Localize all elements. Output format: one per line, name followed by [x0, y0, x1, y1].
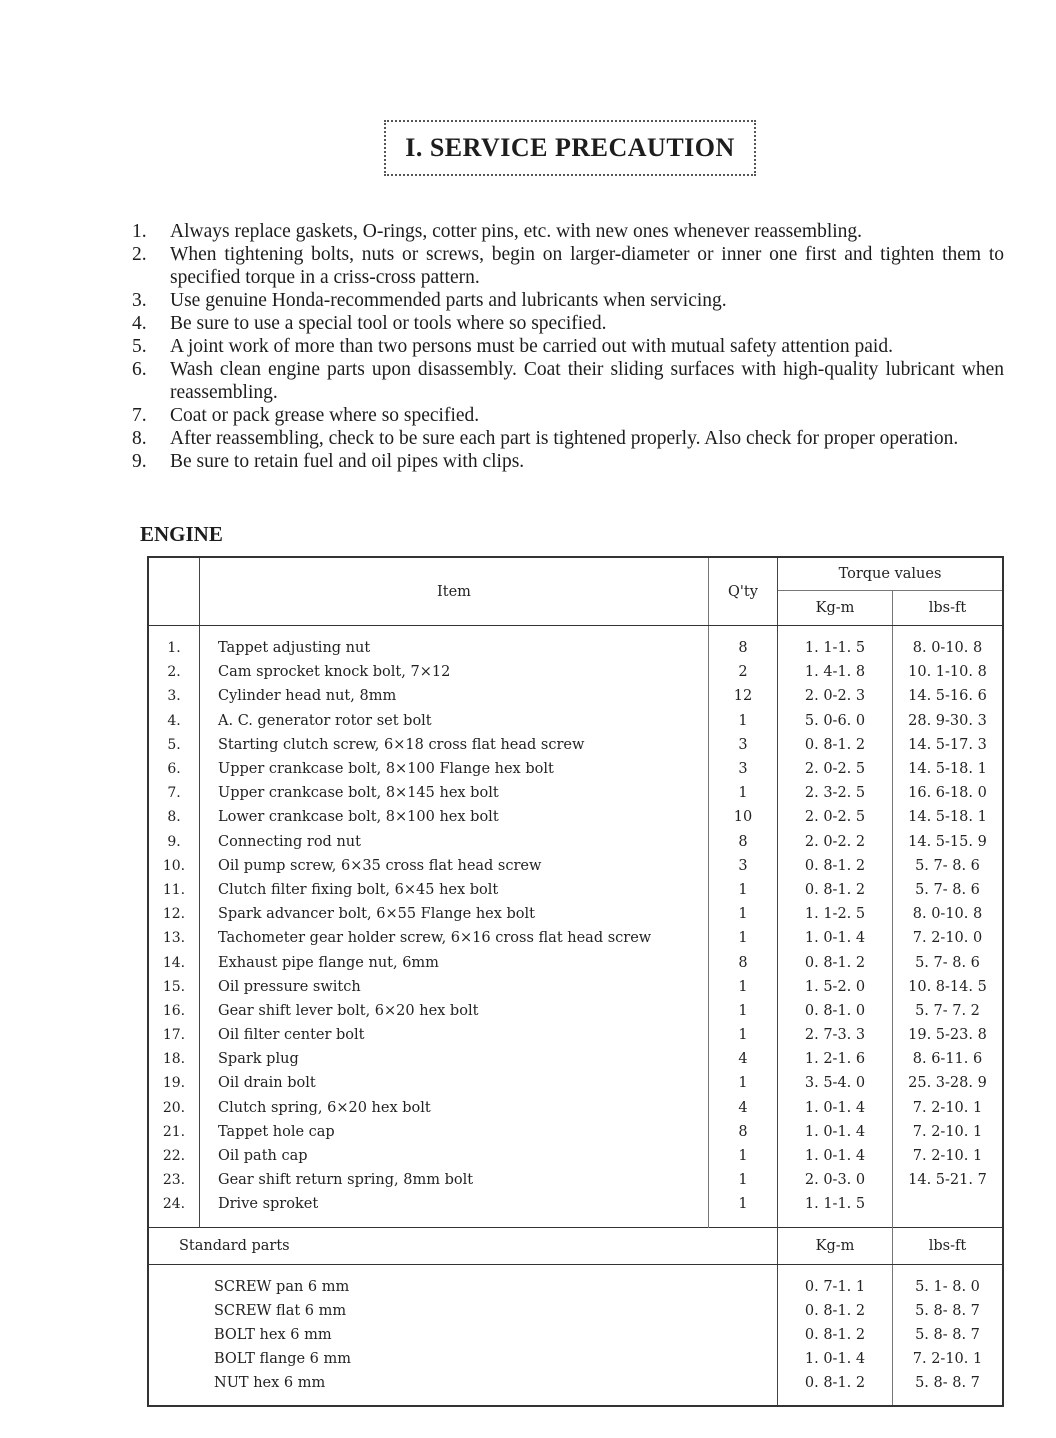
row-qty: 1 — [709, 999, 778, 1023]
row-kgm: 1. 1-1. 5 — [778, 1192, 893, 1216]
row-item: Gear shift lever bolt, 6×20 hex bolt — [200, 999, 709, 1023]
row-qty: 3 — [709, 733, 778, 757]
row-qty: 4 — [709, 1047, 778, 1071]
row-kgm: 0. 8-1. 2 — [778, 878, 893, 902]
row-qty: 8 — [709, 1120, 778, 1144]
table-row — [148, 1192, 1003, 1216]
standard-parts-body — [148, 1227, 1003, 1406]
row-lbsft: 7. 2-10. 1 — [912, 1148, 983, 1165]
row-qty: 1 — [709, 975, 778, 999]
row-kgm: 1. 5-2. 0 — [778, 975, 893, 999]
row-lbsft: 16. 6-18. 0 — [908, 785, 987, 802]
row-number: 17. — [148, 1023, 200, 1047]
precaution-text: Wash clean engine parts upon disassembly. Coat their sliding surfaces with high-quality lubricant when reassembling. — [170, 359, 1004, 403]
precaution-text: When tightening bolts, nuts or screws, begin on larger-diameter or inner one first and tighten them to specified torque in a criss-cross pattern. — [170, 244, 1004, 288]
standard-part-lbsft: 7. 2-10. 1 — [912, 1350, 983, 1367]
row-lbsft: 14. 5-18. 1 — [908, 761, 987, 778]
spacer-cell — [200, 626, 709, 637]
table-row — [148, 781, 1003, 805]
standard-part-row — [148, 1371, 1003, 1395]
row-qty: 8 — [709, 950, 778, 974]
row-item: Clutch spring, 6×20 hex bolt — [200, 1096, 709, 1120]
table-row — [148, 805, 1003, 829]
table-row — [148, 733, 1003, 757]
standard-part-item: BOLT flange 6 mm — [148, 1347, 778, 1371]
spacer-cell — [778, 1264, 893, 1275]
standard-part-kgm: 0. 8-1. 2 — [778, 1323, 893, 1347]
row-qty: 10 — [709, 805, 778, 829]
precaution-text: Coat or pack grease where so specified. — [170, 405, 480, 426]
row-number: 11. — [148, 878, 200, 902]
spacer-cell — [200, 1217, 709, 1228]
spacer-cell — [778, 1217, 893, 1228]
spacer-cell — [893, 1264, 1004, 1275]
row-number: 1. — [148, 636, 200, 660]
row-item: Tappet hole cap — [200, 1120, 709, 1144]
row-item: Connecting rod nut — [200, 830, 709, 854]
standard-part-kgm: 0. 8-1. 2 — [778, 1299, 893, 1323]
row-number: 9. — [148, 830, 200, 854]
table-row — [148, 1071, 1003, 1095]
row-lbsft: 8. 0-10. 8 — [912, 906, 983, 923]
row-lbsft: 7. 2-10. 1 — [912, 1099, 983, 1116]
standard-part-lbsft: 5. 8- 8. 7 — [915, 1302, 980, 1319]
row-number: 10. — [148, 854, 200, 878]
row-lbsft: 10. 8-14. 5 — [908, 978, 987, 995]
row-number: 16. — [148, 999, 200, 1023]
row-lbsft: 8. 6-11. 6 — [912, 1051, 983, 1068]
row-lbsft: 7. 2-10. 1 — [912, 1123, 983, 1140]
row-number: 14. — [148, 950, 200, 974]
header-item: Item — [200, 557, 709, 626]
standard-part-lbsft: 5. 8- 8. 7 — [915, 1374, 980, 1391]
row-item: Oil path cap — [200, 1144, 709, 1168]
row-qty: 1 — [709, 1071, 778, 1095]
standard-parts-label: Standard parts — [148, 1227, 778, 1264]
row-qty: 3 — [709, 757, 778, 781]
row-kgm: 1. 1-1. 5 — [778, 636, 893, 660]
row-lbsft: 5. 7- 8. 6 — [915, 857, 980, 874]
row-qty: 1 — [709, 1168, 778, 1192]
spacer-cell — [709, 1217, 778, 1228]
spacer-cell — [148, 626, 200, 637]
row-kgm: 0. 8-1. 2 — [778, 950, 893, 974]
precaution-item — [132, 358, 1004, 404]
standard-part-kgm: 0. 7-1. 1 — [778, 1275, 893, 1299]
row-lbsft: 25. 3-28. 9 — [908, 1075, 987, 1092]
standard-part-row — [148, 1323, 1003, 1347]
row-item: Spark advancer bolt, 6×55 Flange hex bolt — [200, 902, 709, 926]
row-lbsft — [893, 1192, 1004, 1216]
spacer-row — [148, 626, 1003, 637]
row-kgm: 1. 0-1. 4 — [778, 1096, 893, 1120]
precaution-number: 3. — [132, 290, 147, 311]
precaution-number: 9. — [132, 451, 147, 472]
row-qty: 1 — [709, 902, 778, 926]
standard-part-lbsft: 5. 8- 8. 7 — [915, 1326, 980, 1343]
row-kgm: 3. 5-4. 0 — [778, 1071, 893, 1095]
row-lbsft: 7. 2-10. 0 — [912, 930, 983, 947]
row-number: 3. — [148, 684, 200, 708]
standard-parts-header — [148, 1227, 1003, 1264]
row-qty: 4 — [709, 1096, 778, 1120]
row-item: Upper crankcase bolt, 8×100 Flange hex bolt — [200, 757, 709, 781]
table-row — [148, 1047, 1003, 1071]
spacer-cell — [148, 1395, 778, 1406]
row-kgm: 2. 0-3. 0 — [778, 1168, 893, 1192]
table-body — [148, 626, 1003, 1228]
row-item: Spark plug — [200, 1047, 709, 1071]
spacer-cell — [893, 1217, 1004, 1228]
precaution-text: Always replace gaskets, O-rings, cotter pins, etc. with new ones whenever reassembling. — [170, 221, 863, 242]
precaution-list — [132, 220, 1004, 473]
table-row — [148, 1120, 1003, 1144]
row-item: Clutch filter fixing bolt, 6×45 hex bolt — [200, 878, 709, 902]
precaution-number: 2. — [132, 244, 147, 265]
table-row — [148, 757, 1003, 781]
row-lbsft: 5. 7- 8. 6 — [915, 954, 980, 971]
row-item: A. C. generator rotor set bolt — [200, 709, 709, 733]
row-kgm: 1. 0-1. 4 — [778, 1120, 893, 1144]
row-number: 7. — [148, 781, 200, 805]
table-row — [148, 999, 1003, 1023]
row-qty: 8 — [709, 636, 778, 660]
spacer-cell — [778, 626, 893, 637]
row-kgm: 5. 0-6. 0 — [778, 709, 893, 733]
row-kgm: 2. 0-2. 5 — [778, 805, 893, 829]
precaution-number: 5. — [132, 336, 147, 357]
table-row — [148, 1144, 1003, 1168]
row-number: 20. — [148, 1096, 200, 1120]
table-row — [148, 1023, 1003, 1047]
row-kgm: 2. 0-2. 5 — [778, 757, 893, 781]
row-qty: 1 — [709, 1023, 778, 1047]
row-item: Lower crankcase bolt, 8×100 hex bolt — [200, 805, 709, 829]
row-qty: 1 — [709, 781, 778, 805]
precaution-number: 6. — [132, 359, 147, 380]
table-row — [148, 709, 1003, 733]
row-lbsft: 14. 5-18. 1 — [908, 809, 987, 826]
table-row — [148, 660, 1003, 684]
row-item: Tappet adjusting nut — [200, 636, 709, 660]
row-item: Exhaust pipe flange nut, 6mm — [200, 950, 709, 974]
row-kgm: 1. 4-1. 8 — [778, 660, 893, 684]
row-qty: 2 — [709, 660, 778, 684]
row-qty: 1 — [709, 878, 778, 902]
page-title-box — [384, 120, 756, 176]
row-item: Drive sproket — [200, 1192, 709, 1216]
row-qty: 12 — [709, 684, 778, 708]
precaution-item — [132, 289, 1004, 312]
spacer-cell — [893, 1395, 1004, 1406]
precaution-item — [132, 335, 1004, 358]
standard-part-row — [148, 1299, 1003, 1323]
header-kgm: Kg-m — [778, 591, 893, 626]
precaution-item — [132, 220, 1004, 243]
spacer-cell — [148, 1217, 200, 1228]
precaution-text: Be sure to use a special tool or tools where so specified. — [170, 313, 607, 334]
standard-part-row — [148, 1275, 1003, 1299]
row-number: 2. — [148, 660, 200, 684]
row-qty: 1 — [709, 709, 778, 733]
table-row — [148, 975, 1003, 999]
section-heading: ENGINE — [140, 522, 223, 546]
row-lbsft: 28. 9-30. 3 — [908, 712, 987, 729]
row-number: 22. — [148, 1144, 200, 1168]
spacer-cell — [148, 1264, 778, 1275]
standard-header-lbsft: lbs-ft — [893, 1227, 1004, 1264]
spacer-row — [148, 1217, 1003, 1228]
row-number: 18. — [148, 1047, 200, 1071]
table-row — [148, 684, 1003, 708]
precaution-text: After reassembling, check to be sure each part is tightened properly. Also check for proper operation. — [170, 428, 959, 449]
row-kgm: 1. 0-1. 4 — [778, 926, 893, 950]
standard-header-kgm: Kg-m — [778, 1227, 893, 1264]
row-qty: 1 — [709, 1192, 778, 1216]
row-lbsft: 14. 5-21. 7 — [908, 1172, 987, 1189]
row-number: 6. — [148, 757, 200, 781]
row-lbsft: 8. 0-10. 8 — [912, 640, 983, 657]
row-kgm: 2. 0-2. 2 — [778, 830, 893, 854]
row-kgm: 2. 3-2. 5 — [778, 781, 893, 805]
row-number: 8. — [148, 805, 200, 829]
row-item: Oil pressure switch — [200, 975, 709, 999]
spacer-cell — [709, 626, 778, 637]
precaution-item — [132, 404, 1004, 427]
row-qty: 1 — [709, 1144, 778, 1168]
row-kgm: 1. 2-1. 6 — [778, 1047, 893, 1071]
precaution-number: 1. — [132, 221, 147, 242]
row-item: Cylinder head nut, 8mm — [200, 684, 709, 708]
row-qty: 1 — [709, 926, 778, 950]
row-number: 23. — [148, 1168, 200, 1192]
row-lbsft: 14. 5-17. 3 — [908, 736, 987, 753]
spacer-row — [148, 1264, 1003, 1275]
row-lbsft: 14. 5-15. 9 — [908, 833, 987, 850]
row-kgm: 2. 0-2. 3 — [778, 684, 893, 708]
precaution-text: Use genuine Honda-recommended parts and lubricants when servicing. — [170, 290, 727, 311]
row-qty: 8 — [709, 830, 778, 854]
standard-part-lbsft: 5. 1- 8. 0 — [915, 1278, 980, 1295]
table-row — [148, 902, 1003, 926]
row-kgm: 0. 8-1. 2 — [778, 733, 893, 757]
header-num-cell — [148, 557, 200, 626]
row-number: 13. — [148, 926, 200, 950]
row-number: 12. — [148, 902, 200, 926]
row-kgm: 0. 8-1. 0 — [778, 999, 893, 1023]
row-number: 19. — [148, 1071, 200, 1095]
row-kgm: 2. 7-3. 3 — [778, 1023, 893, 1047]
row-lbsft: 19. 5-23. 8 — [908, 1027, 987, 1044]
table-row — [148, 950, 1003, 974]
standard-part-item: NUT hex 6 mm — [148, 1371, 778, 1395]
row-number: 24. — [148, 1192, 200, 1216]
row-lbsft: 5. 7- 8. 6 — [915, 881, 980, 898]
precaution-number: 4. — [132, 313, 147, 334]
row-number: 21. — [148, 1120, 200, 1144]
table-row — [148, 854, 1003, 878]
standard-part-row — [148, 1347, 1003, 1371]
header-torque-values: Torque values — [778, 557, 1004, 591]
row-kgm: 0. 8-1. 2 — [778, 854, 893, 878]
row-item: Oil pump screw, 6×35 cross flat head screw — [200, 854, 709, 878]
spacer-cell — [893, 626, 1004, 637]
header-qty: Q'ty — [709, 557, 778, 626]
table-row — [148, 1096, 1003, 1120]
row-item: Gear shift return spring, 8mm bolt — [200, 1168, 709, 1192]
precaution-number: 7. — [132, 405, 147, 426]
standard-part-item: SCREW flat 6 mm — [148, 1299, 778, 1323]
row-qty: 3 — [709, 854, 778, 878]
standard-part-item: SCREW pan 6 mm — [148, 1275, 778, 1299]
row-item: Oil filter center bolt — [200, 1023, 709, 1047]
spacer-cell — [778, 1395, 893, 1406]
standard-part-kgm: 0. 8-1. 2 — [778, 1371, 893, 1395]
standard-part-kgm: 1. 0-1. 4 — [778, 1347, 893, 1371]
row-item: Tachometer gear holder screw, 6×16 cross flat head screw — [200, 926, 709, 950]
table-header-row — [148, 557, 1003, 591]
row-number: 15. — [148, 975, 200, 999]
row-lbsft: 10. 1-10. 8 — [908, 664, 987, 681]
torque-table — [147, 556, 1004, 1407]
row-item: Starting clutch screw, 6×18 cross flat head screw — [200, 733, 709, 757]
precaution-text: A joint work of more than two persons must be carried out with mutual safety attention paid. — [170, 336, 893, 357]
precaution-item — [132, 243, 1004, 289]
row-number: 4. — [148, 709, 200, 733]
precaution-item — [132, 312, 1004, 335]
precaution-text: Be sure to retain fuel and oil pipes with clips. — [170, 451, 525, 472]
table-row — [148, 926, 1003, 950]
table-row — [148, 878, 1003, 902]
row-item: Oil drain bolt — [200, 1071, 709, 1095]
spacer-row — [148, 1395, 1003, 1406]
precaution-item — [132, 427, 1004, 450]
precaution-item — [132, 450, 1004, 473]
standard-part-item: BOLT hex 6 mm — [148, 1323, 778, 1347]
row-kgm: 1. 1-2. 5 — [778, 902, 893, 926]
row-number: 5. — [148, 733, 200, 757]
row-item: Upper crankcase bolt, 8×145 hex bolt — [200, 781, 709, 805]
header-lbsft: lbs-ft — [893, 591, 1004, 626]
table-row — [148, 636, 1003, 660]
page-title: I. SERVICE PRECAUTION — [405, 133, 735, 162]
row-lbsft: 14. 5-16. 6 — [908, 688, 987, 705]
row-item: Cam sprocket knock bolt, 7×12 — [200, 660, 709, 684]
row-kgm: 1. 0-1. 4 — [778, 1144, 893, 1168]
precaution-number: 8. — [132, 428, 147, 449]
row-lbsft: 5. 7- 7. 2 — [915, 1002, 980, 1019]
table-row — [148, 1168, 1003, 1192]
table-row — [148, 830, 1003, 854]
